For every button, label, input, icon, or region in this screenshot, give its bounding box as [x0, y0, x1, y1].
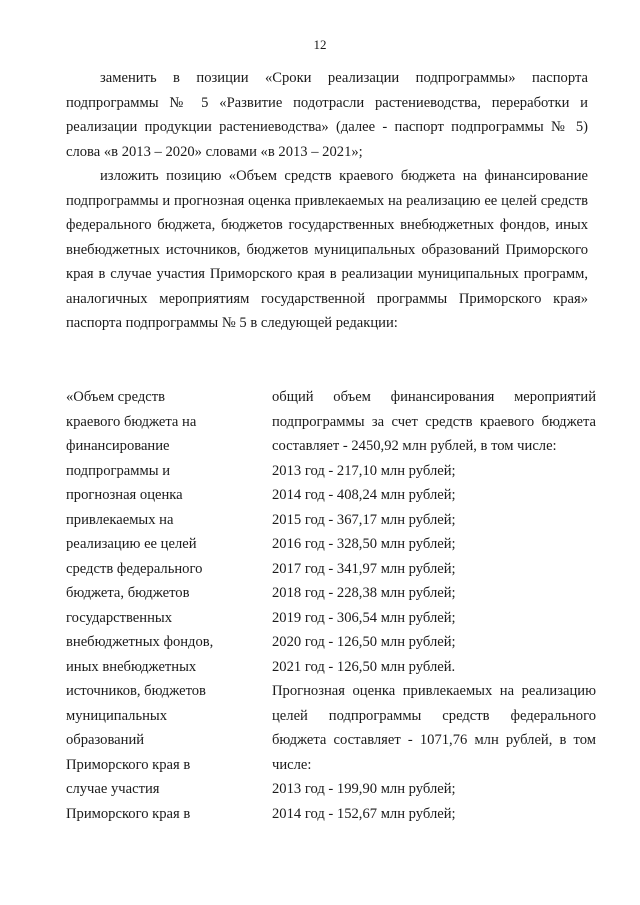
table-left-line: подпрограммы и: [66, 462, 171, 479]
table-left-line: Приморского края в: [66, 805, 191, 822]
table-left-line: муниципальных: [66, 707, 168, 724]
table-right-line: 2015 год - 367,17 млн рублей;: [272, 511, 456, 528]
table-left-line: источников, бюджетов: [66, 683, 206, 699]
table-right-line: 2016 год - 328,50 млн рублей;: [272, 536, 456, 552]
body-text: [66, 66, 588, 336]
table-right-line: 2018 год - 228,38 млн рублей;: [272, 585, 456, 601]
table-right-line: составляет - 2450,92 млн рублей, в том числе:: [272, 438, 557, 454]
table-right-line: подпрограммы за счет средств краевого бюджета: [272, 413, 596, 430]
table-right-line: числе:: [272, 756, 312, 773]
table-right-line: целей подпрограммы средств федерального: [272, 707, 596, 724]
table-left-line: реализацию ее целей: [66, 536, 197, 552]
table-right-line: 2013 год - 217,10 млн рублей;: [272, 462, 456, 479]
table-right-line: 2013 год - 199,90 млн рублей;: [272, 781, 456, 797]
table-right-line: 2017 год - 341,97 млн рублей;: [272, 560, 456, 577]
table-left-line: иных внебюджетных: [66, 658, 197, 675]
table-right-line: 2014 год - 408,24 млн рублей;: [272, 487, 456, 503]
table-right-line: Прогнозная оценка привлекаемых на реализацию: [272, 683, 596, 699]
table-right-line: 2014 год - 152,67 млн рублей;: [272, 805, 456, 822]
table-right-line: 2019 год - 306,54 млн рублей;: [272, 609, 456, 626]
table-left-line: привлекаемых на: [66, 511, 174, 528]
paragraph-replace-terms: заменить в позиции «Сроки реализации подпрограммы» паспорта подпрограммы № 5 «Развитие подотрасли растениеводства, переработки и реализации продукции растениеводства» (далее - паспорт подпрограммы № 5) слова «в 2013 – 2020» словами «в 2013 – 2021»;: [66, 70, 588, 160]
table-right-line: бюджета составляет - 1071,76 млн рублей, в том: [272, 732, 596, 748]
table-right-column: [272, 385, 596, 826]
table-left-line: случае участия: [66, 781, 160, 797]
table-left-line: средств федерального: [66, 560, 203, 577]
table-left-line: образований: [66, 732, 145, 748]
table-left-line: финансирование: [66, 438, 170, 454]
table-left-line: «Объем средств: [66, 389, 166, 405]
table-left-line: прогнозная оценка: [66, 487, 183, 503]
table-left-line: бюджета, бюджетов: [66, 585, 190, 601]
table-left-column: [66, 385, 266, 826]
table-left-line: государственных: [66, 609, 173, 626]
table-right-line: 2021 год - 126,50 млн рублей.: [272, 658, 456, 675]
table-right-line: общий объем финансирования мероприятий: [272, 389, 596, 405]
page-number: 12: [313, 37, 327, 52]
table-right-line: 2020 год - 126,50 млн рублей;: [272, 634, 456, 650]
table-left-line: внебюджетных фондов,: [66, 634, 214, 650]
paragraph-restate-position: изложить позицию «Объем средств краевого бюджета на финансирование подпрограммы и прогнозная оценка привлекаемых на реализацию ее целей средств федерального бюджета, бюджетов государственных внебюджетных фондов, иных внебюджетных источников, бюджетов муниципальных образований Приморского края в случае участия Приморского края в реализации муниципальных программ, аналогичных мероприятиям государственной программы Приморского края» паспорта подпрограммы № 5 в следующей редакции:: [66, 168, 588, 331]
passport-table: [66, 385, 596, 826]
table-left-line: краевого бюджета на: [66, 413, 197, 430]
table-left-line: Приморского края в: [66, 756, 191, 773]
